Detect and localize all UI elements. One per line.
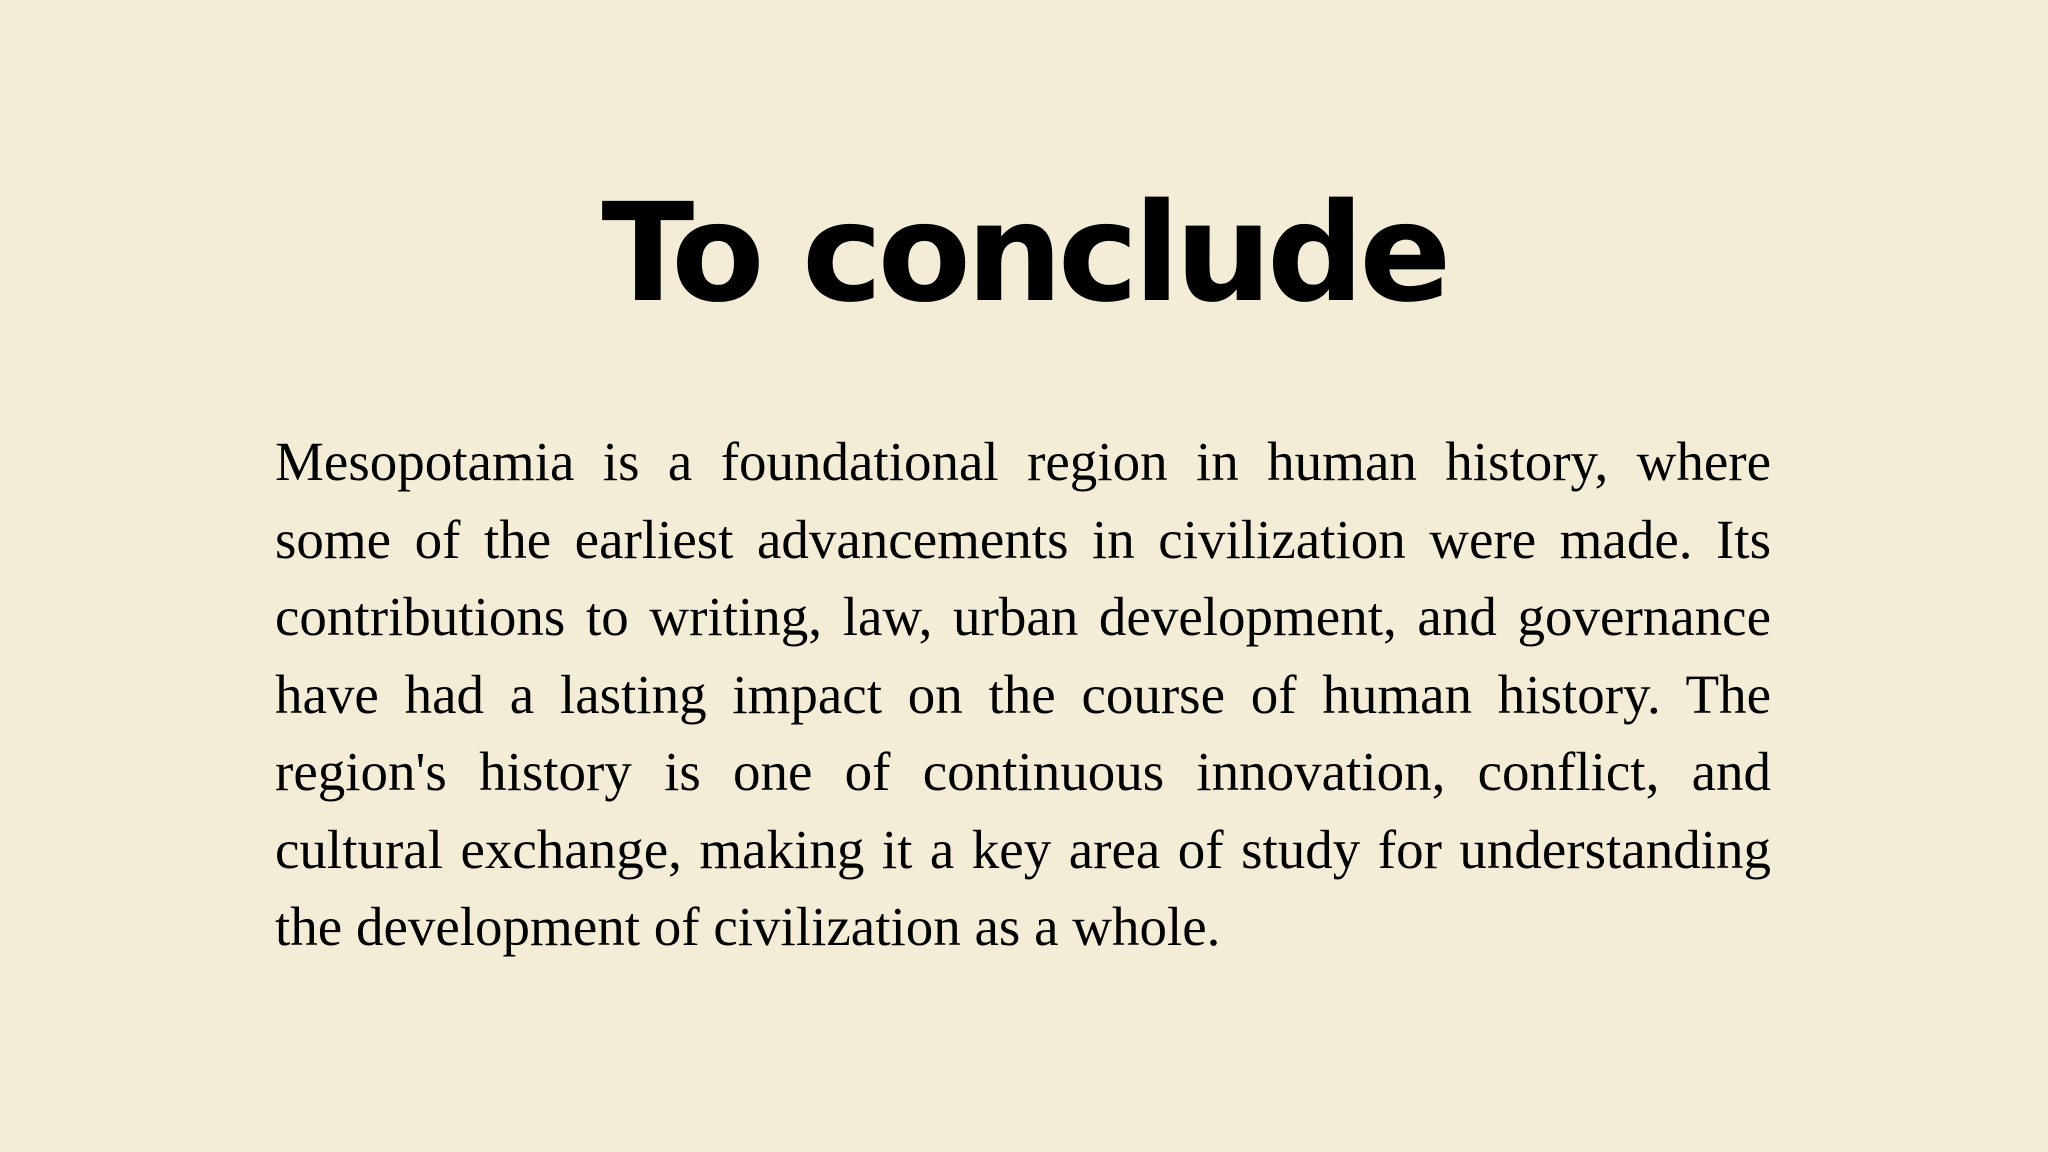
slide-title: To conclude: [601, 175, 1447, 333]
slide-body-text: Mesopotamia is a foundational region in human history, where some of the earliest advancements in civilization were made. Its contributions to writing, law, urban development, and governance have had a lasting impact on the course of human history. The region's history is one of continuous innovation, conflict, and cultural exchange, making it a key area of study for understanding the development of civilization as a whole.: [275, 431, 1771, 957]
